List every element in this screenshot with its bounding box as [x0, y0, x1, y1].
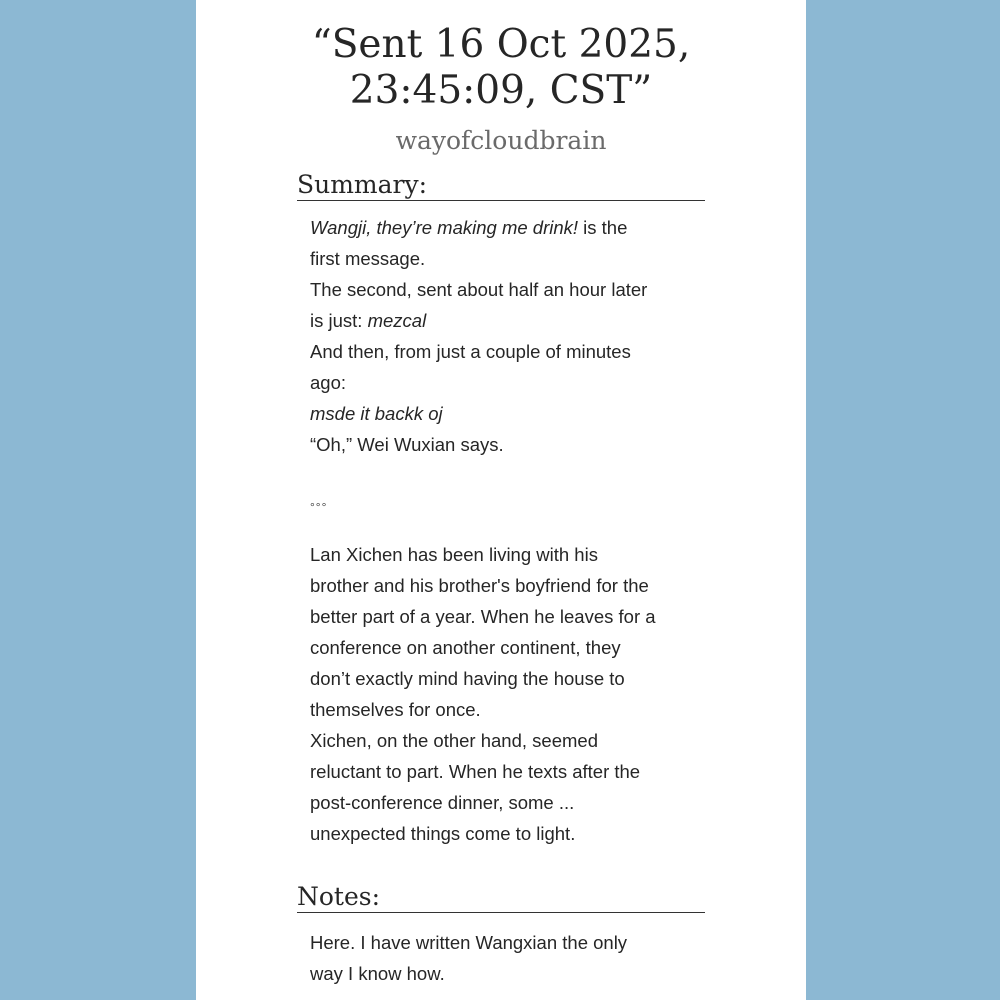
summary-heading: Summary: — [297, 170, 705, 201]
section-separator: °°° — [310, 500, 328, 514]
summary-line — [310, 305, 647, 336]
summary-line: “Oh,” Wei Wuxian says. — [310, 434, 504, 455]
summary-line: Xichen, on the other hand, seemed — [310, 730, 598, 751]
summary-line: unexpected things come to light. — [310, 823, 576, 844]
italic-text: mezcal — [367, 310, 427, 331]
text: is just: — [310, 310, 368, 331]
summary-line: And then, from just a couple of minutes — [310, 341, 631, 362]
work-title — [196, 22, 806, 114]
summary-body — [310, 212, 647, 522]
summary-line: The second, sent about half an hour later — [310, 279, 648, 300]
notes-line: way I know how. — [310, 963, 445, 984]
summary-line: brother and his brother's boyfriend for the — [310, 575, 649, 596]
summary-line — [310, 212, 647, 243]
summary-line: post-conference dinner, some ... — [310, 792, 575, 813]
summary-line — [310, 398, 647, 429]
summary-line: reluctant to part. When he texts after the — [310, 761, 641, 782]
title-line: “Sent 16 Oct 2025, — [311, 22, 691, 67]
summary-line: conference on another continent, they — [310, 637, 621, 658]
summary-line: better part of a year. When he leaves for a — [310, 606, 656, 627]
notes-line: Here. I have written Wangxian the only — [310, 932, 628, 953]
summary-line: first message. — [310, 248, 426, 269]
author-name[interactable]: wayofcloudbrain — [395, 126, 607, 155]
title-line: 23:45:09, CST” — [349, 68, 653, 113]
summary-line: Lan Xichen has been living with his — [310, 544, 598, 565]
summary-line: ago: — [310, 372, 347, 393]
italic-text: msde it backk oj — [310, 403, 443, 424]
work-card — [196, 0, 806, 1000]
text: is the — [578, 217, 628, 238]
notes-body — [310, 927, 627, 989]
summary-paragraph-2 — [310, 539, 656, 849]
summary-line: don’t exactly mind having the house to — [310, 668, 625, 689]
italic-text: Wangji, they’re making me drink! — [310, 217, 579, 238]
summary-line: themselves for once. — [310, 699, 481, 720]
notes-heading: Notes: — [297, 882, 705, 913]
